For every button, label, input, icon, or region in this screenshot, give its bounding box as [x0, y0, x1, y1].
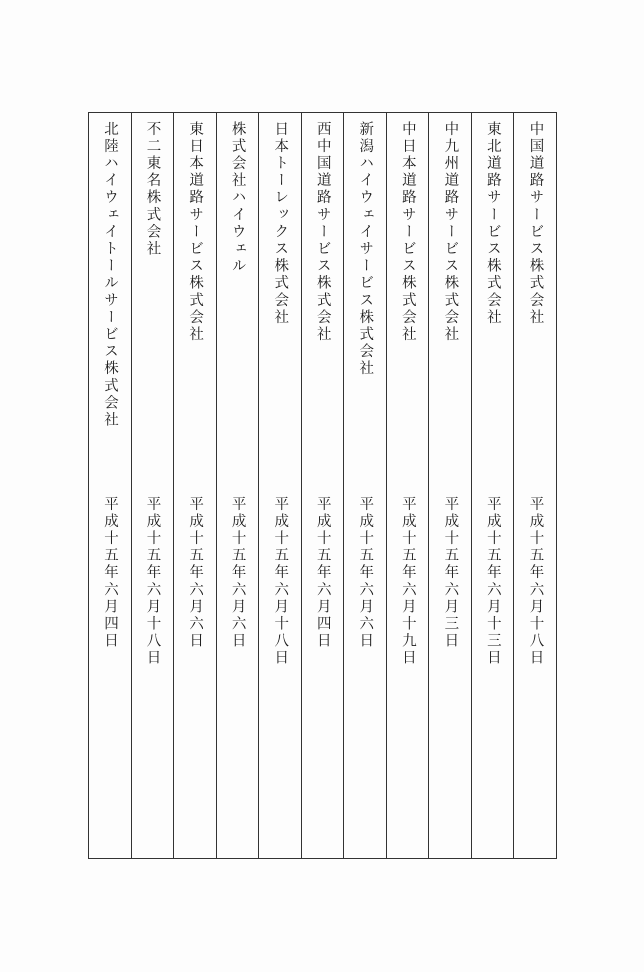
- company-name: 東北道路サービス株式会社: [484, 121, 501, 327]
- registration-date: 平成十五年六月十八日: [527, 496, 544, 667]
- company-name: 中国道路サービス株式会社: [527, 121, 544, 327]
- table-row: [471, 113, 514, 858]
- company-name: 東日本道路サービス株式会社: [187, 121, 204, 344]
- company-name: 北陸ハイウェイトールサービス株式会社: [102, 121, 118, 429]
- table-row: [216, 113, 259, 858]
- company-name: 中日本道路サービス株式会社: [399, 121, 416, 344]
- registration-date: 平成十五年六月六日: [187, 496, 204, 650]
- table-row: [343, 113, 386, 858]
- registration-date: 平成十五年六月十八日: [272, 496, 289, 667]
- company-name: 西中国道路サービス株式会社: [314, 121, 331, 344]
- table-row: [301, 113, 344, 858]
- company-date-table: [88, 112, 557, 859]
- registration-date: 平成十五年六月四日: [314, 496, 331, 650]
- registration-date: 平成十五年六月六日: [229, 496, 246, 650]
- registration-date: 平成十五年六月十八日: [144, 496, 161, 667]
- registration-date: 平成十五年六月十九日: [399, 496, 416, 667]
- registration-date: 平成十五年六月四日: [102, 496, 118, 650]
- table-row: [131, 113, 174, 858]
- company-name: 中九州道路サービス株式会社: [442, 121, 459, 344]
- table-row: [258, 113, 301, 858]
- company-name: 株式会社ハイウェル: [229, 121, 246, 275]
- table-row: [88, 113, 131, 858]
- company-name: 日本トーレックス株式会社: [272, 121, 289, 327]
- registration-date: 平成十五年六月十三日: [484, 496, 501, 667]
- table-row: [173, 113, 216, 858]
- registration-date: 平成十五年六月三日: [442, 496, 459, 650]
- table-row: [428, 113, 471, 858]
- table-row: [386, 113, 429, 858]
- table-row: [513, 113, 556, 858]
- company-name: 新潟ハイウェイサービス株式会社: [357, 121, 374, 378]
- company-name: 不二東名株式会社: [144, 121, 161, 258]
- registration-date: 平成十五年六月六日: [357, 496, 374, 650]
